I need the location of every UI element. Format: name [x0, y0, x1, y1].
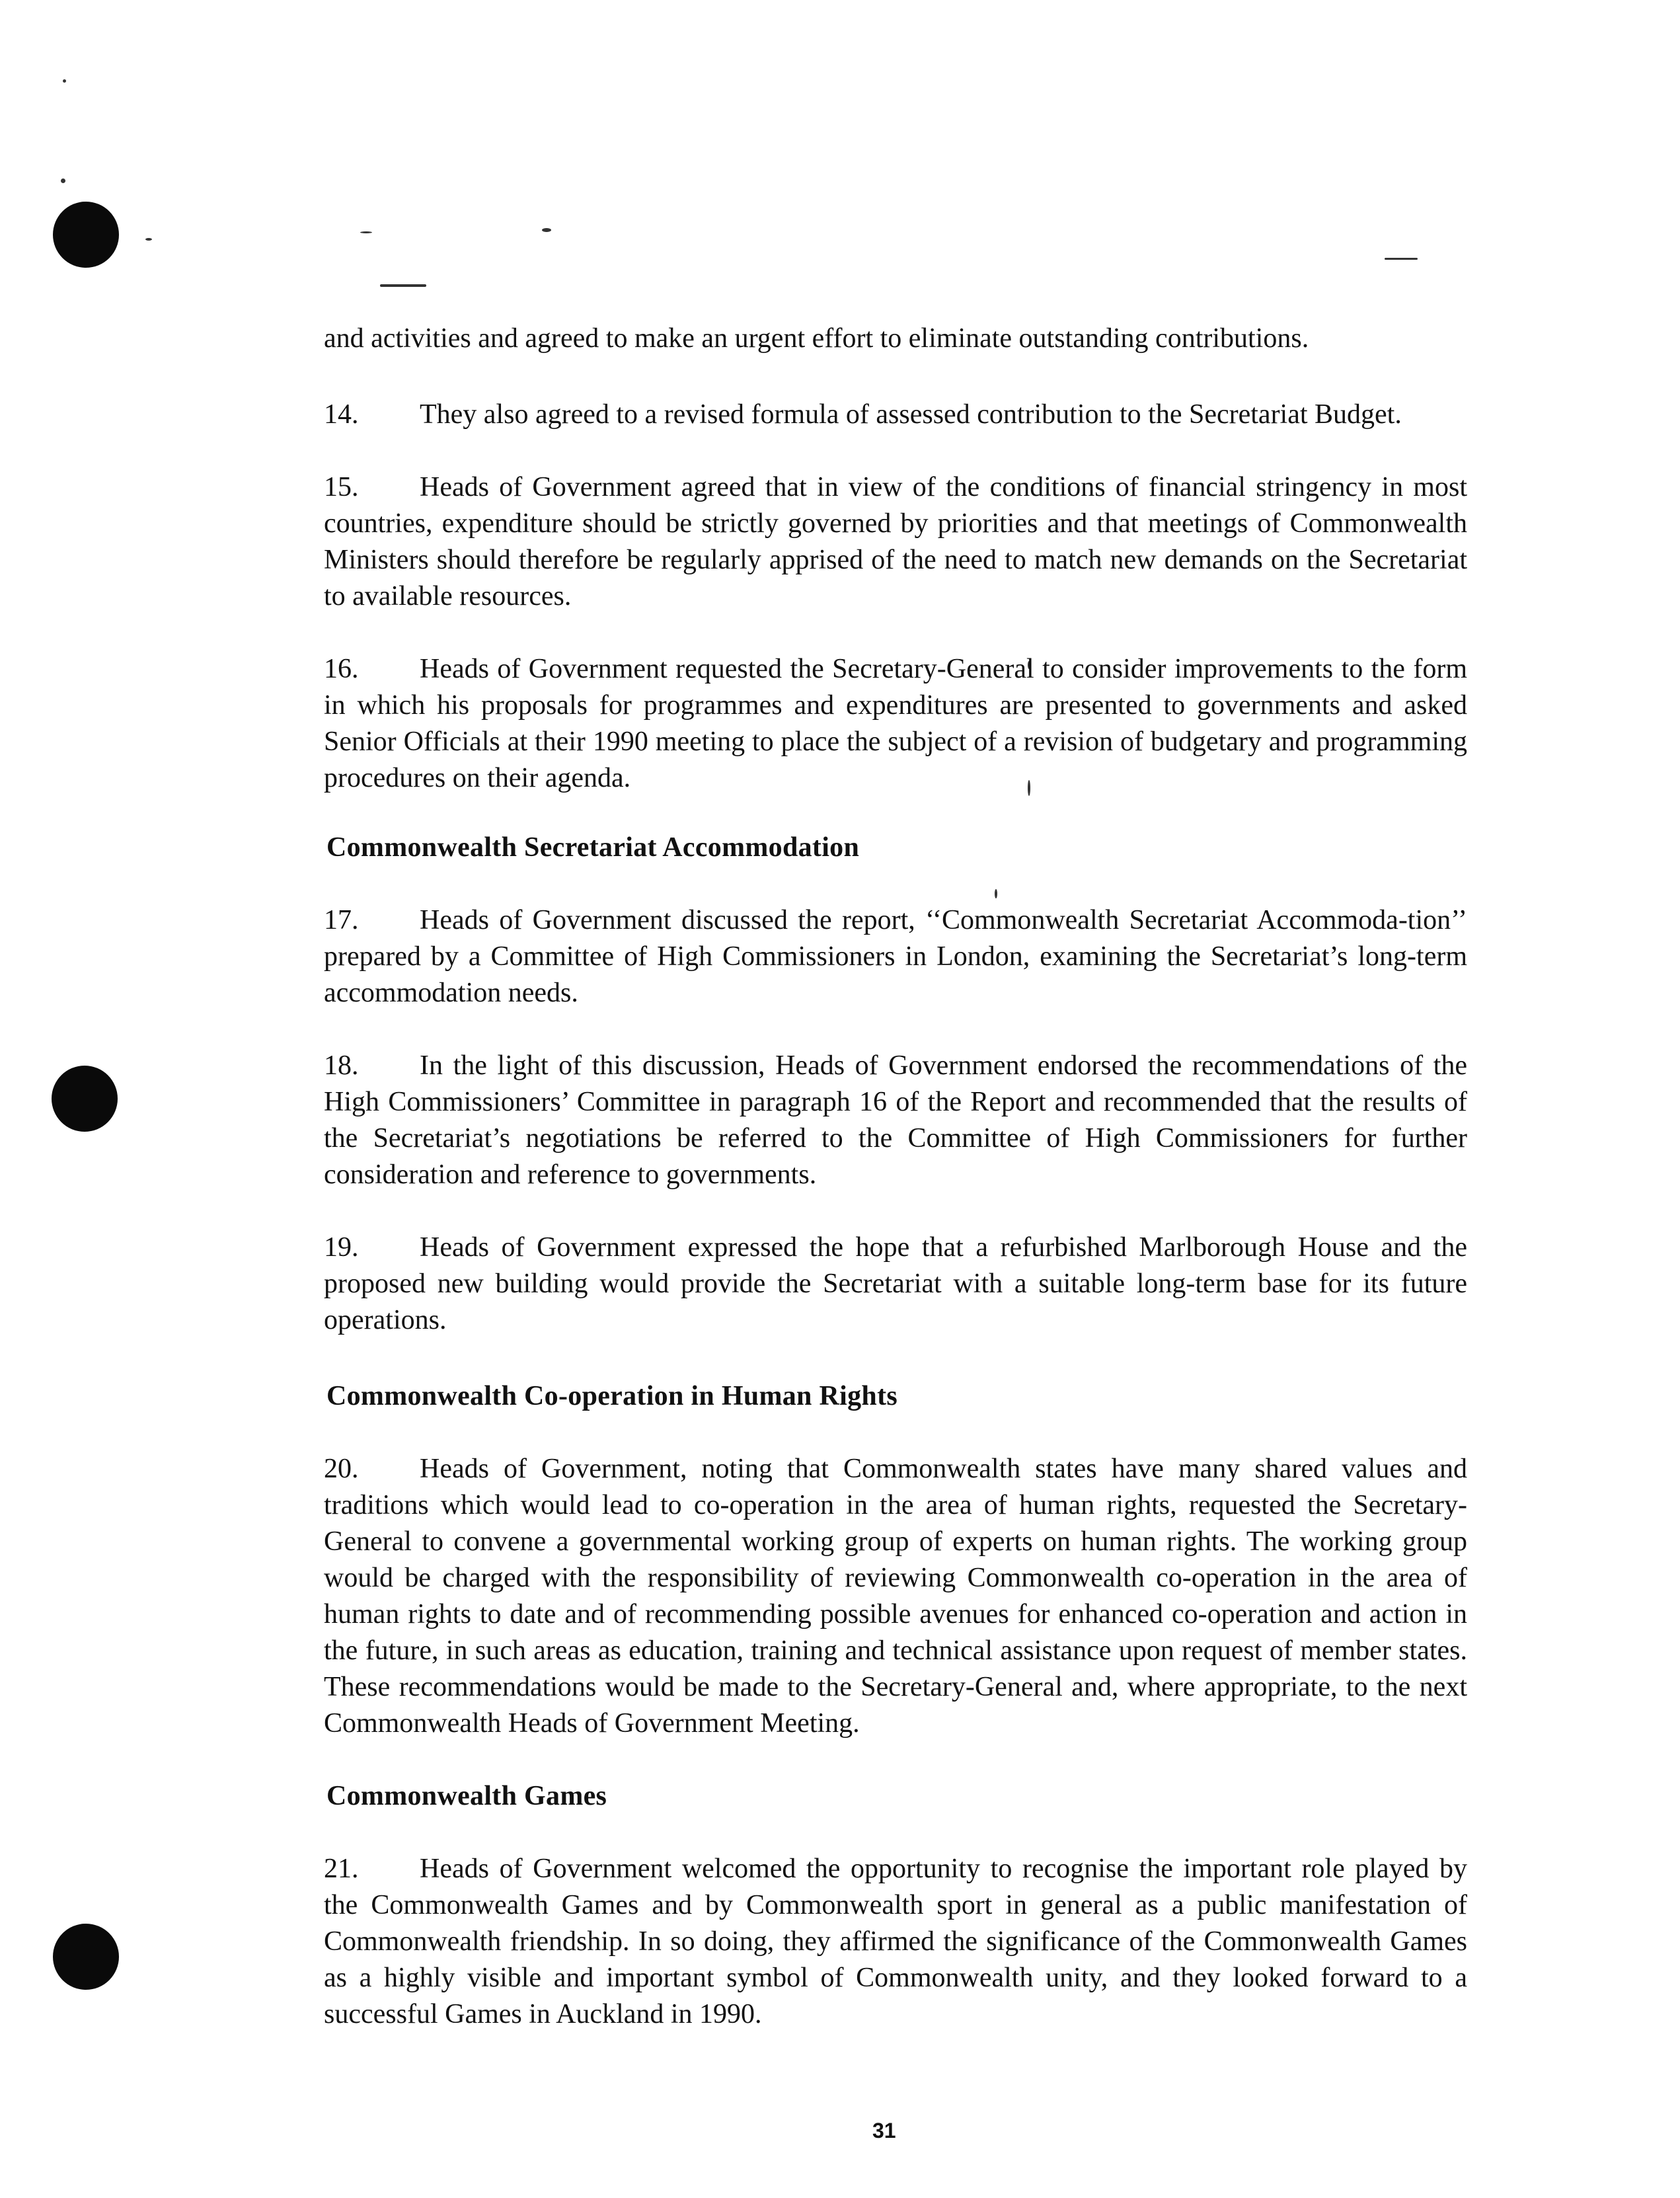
punch-hole-bottom: [53, 1924, 119, 1990]
paragraph-text: Heads of Government, noting that Commonwealth states have many shared values and traditions which would lead to co-operation in the area of human rights, requested the Secretary-General to convene a governmental working group of experts on human rights. The working group would be charged with the responsibility of reviewing Commonwealth co-operation in the area of human rights to date and of recommending possible avenues for enhanced co-operation and action in the future, in such areas as education, training and technical assistance upon request of member states. These recommendations would be made to the Secretary-General and, where appropriate, to the next Commonwealth Heads of Government Meeting.: [324, 1454, 1467, 1739]
scan-speck: [61, 178, 65, 183]
scan-speck: [360, 231, 372, 233]
scan-speck: [542, 228, 551, 232]
paragraph-number: 16.: [324, 654, 359, 684]
paragraph-16: [324, 651, 1467, 797]
continued-paragraph: and activities and agreed to make an urgent effort to eliminate outstanding contributions.: [324, 323, 1309, 354]
paragraph-number: 17.: [324, 905, 359, 935]
paragraph-text: Heads of Government agreed that in view of the conditions of financial stringency in most countries, expenditure should be strictly governed by priorities and that meetings of Commonwealth Ministers should therefore be regularly apprised of the need to match new demands on the Secretariat to available resources.: [324, 472, 1467, 611]
scan-speck: [145, 238, 152, 241]
paragraph-number: 18.: [324, 1050, 359, 1081]
paragraph-18: [324, 1048, 1467, 1193]
paragraph-20: [324, 1451, 1467, 1742]
section-heading-games: Commonwealth Games: [326, 1781, 607, 1811]
scan-speck: [380, 284, 426, 287]
paragraph-text: In the light of this discussion, Heads of Government endorsed the recommendations of the High Commissioners’ Committee in paragraph 16 of the Report and recommended that the results of the Secretariat’s negotiations be referred to the Committee of High Commissioners for further consideration and reference to governments.: [324, 1050, 1467, 1190]
paragraph-21: [324, 1851, 1467, 2033]
scan-speck: [63, 79, 66, 83]
scan-speck: [1385, 258, 1418, 260]
paragraph-number: 20.: [324, 1454, 359, 1484]
scan-speck: [995, 889, 997, 898]
paragraph-number: 21.: [324, 1854, 359, 1884]
paragraph-15: [324, 469, 1467, 615]
paragraph-number: 14.: [324, 399, 359, 430]
page-number: 31: [872, 2119, 896, 2142]
paragraph-text: Heads of Government requested the Secretary-General to consider improvements to the form in which his proposals for programmes and expenditures are presented to governments and asked Senior Officials at their 1990 meeting to place the subject of a revision of budgetary and programming procedures on their agenda.: [324, 654, 1467, 793]
punch-hole-middle: [52, 1066, 118, 1132]
punch-hole-top: [53, 202, 119, 268]
paragraph-14: [324, 397, 1467, 433]
paragraph-text: Heads of Government expressed the hope that a refurbished Marlborough House and the proposed new building would provide the Secretariat with a suitable long-term base for its future operations.: [324, 1232, 1467, 1335]
paragraph-19: [324, 1230, 1467, 1339]
section-heading-accommodation: Commonwealth Secretariat Accommodation: [326, 832, 860, 863]
paragraph-number: 15.: [324, 472, 359, 502]
paragraph-text: Heads of Government welcomed the opportunity to recognise the important role played by the Commonwealth Games and by Commonwealth sport in general as a public manifestation of Commonwealth friendship. In so doing, they affirmed the significance of the Commonwealth Games as a highly visible and important symbol of Commonwealth unity, and they looked forward to a successful Games in Auckland in 1990.: [324, 1854, 1467, 2029]
paragraph-text: They also agreed to a revised formula of assessed contribution to the Secretariat Budget.: [420, 399, 1402, 430]
paragraph-number: 19.: [324, 1232, 359, 1263]
paragraph-text: Heads of Government discussed the report, ‘‘Commonwealth Secretariat Accommoda-tion’’ prepared by a Committee of High Commissioners in London, examining the Secretariat’s long-term accommodation needs.: [324, 905, 1467, 1008]
section-heading-human-rights: Commonwealth Co-operation in Human Rights: [326, 1381, 898, 1411]
paragraph-17: [324, 902, 1467, 1011]
